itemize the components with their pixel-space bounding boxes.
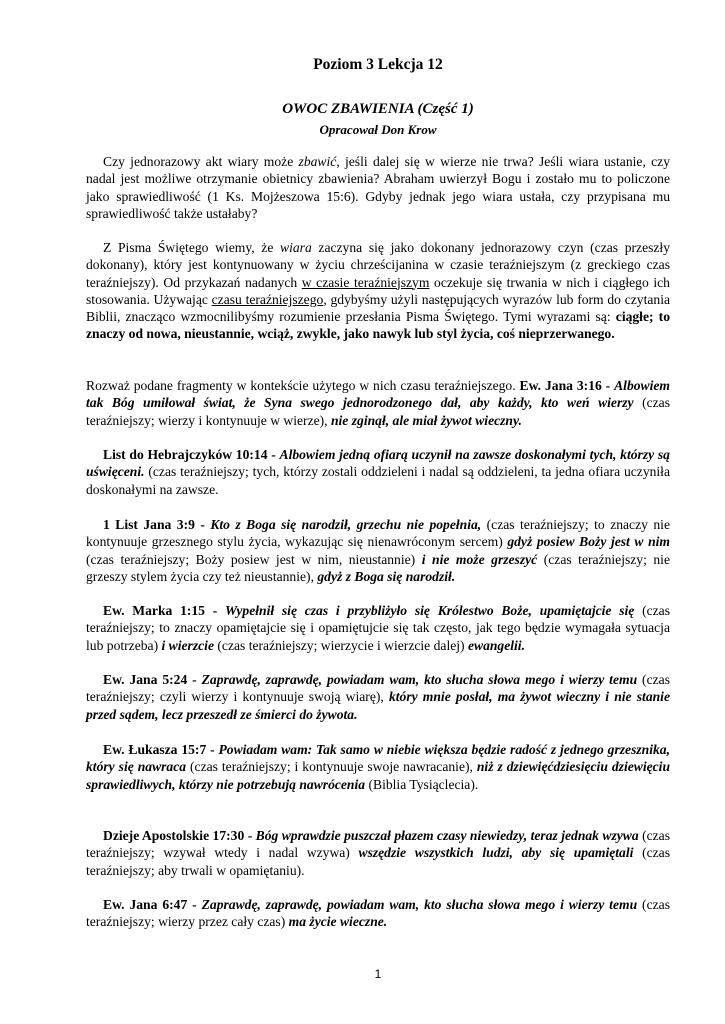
- text: (czas teraźniejszy; aby trwali w opamiętaniu).: [86, 845, 670, 878]
- verse-reference: Ew. Jana 6:47 -: [103, 897, 202, 912]
- page-number: 1: [374, 967, 382, 981]
- text: (czas teraźniejszy; wierzy i kontynuuje w wierze),: [86, 395, 670, 428]
- verse-quote: Bóg wprawdzie puszczał płazem czasy niewiedzy, teraz jednak wzywa: [255, 828, 639, 843]
- verse-reference: Ew. Łukasza 15:7 -: [103, 742, 219, 757]
- intro-paragraph: [86, 153, 670, 222]
- verse-quote: Kto z Boga się narodził, grzechu nie popełnia,: [210, 517, 482, 532]
- text: , jeśli dalej się w wierze nie trwa? Jeśli wiara ustanie, czy nadal jest możliwe otrzymanie obietnicy zbawienia? Abraham uwierzył Bogu i zostało mu to policzone jako sprawiedliwość (1 Ks. Mojżeszowa 15:6). Gdyby jednak jego wiara ustała, czy przypisana mu sprawiedliwość także ustałaby?: [86, 154, 670, 221]
- underlined-text: w czasie teraźniejszym: [301, 274, 430, 290]
- mark-1-15-paragraph: [86, 602, 670, 654]
- text: Czy jednorazowy akt wiary może: [103, 154, 299, 169]
- lesson-title: Poziom 3 Lekcja 12: [313, 56, 443, 73]
- text: oczekuje się trwania w nich i ciągłego ich stosowania. Używając: [86, 274, 670, 307]
- text: (czas teraźniejszy; tych, którzy zostali oddzieleni i nadal są oddzieleni, ta jedna ofiara uczyniła doskonałymi na zawsze.: [86, 464, 670, 497]
- text: (czas teraźniejszy; to znaczy opamiętajcie się i opamiętujcie się tak często, jak tego będzie wymagała sytuacja lub potrzeba): [86, 603, 670, 653]
- emphasis-text: wiara: [280, 240, 312, 255]
- john-3-16-paragraph: [86, 377, 670, 429]
- text: (Biblia Tysiąclecia).: [365, 776, 479, 792]
- verse-quote: nie zginął, ale miał żywot wieczny.: [330, 412, 522, 428]
- verse-quote: i wierzcie: [161, 637, 214, 653]
- text: (czas teraźniejszy; Boży posiew jest w nim, nieustannie): [86, 551, 422, 567]
- text: Z Pisma Świętego wiemy, że: [103, 240, 281, 255]
- verse-quote: Albowiem jedną ofiarą uczynił na zawsze doskonałymi tych, którzy są uświęceni.: [86, 447, 670, 480]
- verse-reference: Dzieje Apostolskie 17:30 -: [103, 828, 256, 843]
- text: (czas teraźniejszy; wierzycie i wierzcie dalej): [213, 637, 468, 653]
- verse-quote: gdyż posiew Boży jest w nim: [507, 534, 670, 550]
- bold-text: ciągłe; to znaczy od nowa, nieustannie, wciąż, zwykle, jako nawyk lub styl życia, coś nieprzerwanego.: [86, 309, 671, 342]
- verse-quote: wszędzie wszystkich ludzi, aby się upamiętali: [358, 845, 634, 861]
- text: (czas teraźniejszy; czyli wierzy i kontynuuje swoją wiarę),: [86, 672, 670, 705]
- acts-17-30-paragraph: [86, 827, 670, 879]
- verse-reference: Ew. Jana 5:24 -: [103, 672, 202, 687]
- verse-reference: 1 List Jana 3:9 -: [103, 517, 211, 532]
- verse-quote: niż z dziewięćdziesięciu dziewięciu sprawiedliwych, którzy nie potrzebują nawrócenia: [86, 759, 671, 792]
- 1-john-3-9-paragraph: [86, 516, 670, 585]
- verse-quote: Powiadam wam: Tak samo w niebie większa będzie radość z jednego grzesznika, który się nawraca: [86, 742, 670, 775]
- hebrews-10-14-paragraph: [86, 446, 670, 498]
- verse-quote: gdyż z Boga się narodził.: [317, 568, 456, 584]
- verse-quote: ma życie wieczne.: [288, 914, 388, 930]
- verse-reference: Ew. Jana 3:16 -: [519, 378, 615, 393]
- verse-quote: ewangelii.: [467, 637, 525, 653]
- john-6-47-paragraph: [86, 896, 670, 931]
- text: (czas teraźniejszy; wierzy przez cały czas): [86, 897, 670, 930]
- text: (czas teraźniejszy; to znaczy nie kontynuuje grzesznego stylu życia, wykazując się nienawróconym sercem): [86, 517, 670, 550]
- verse-quote: Zaprawdę, zaprawdę, powiadam wam, kto słucha słowa mego i wierzy temu: [201, 897, 638, 912]
- verse-quote: który mnie posłał, ma żywot wieczny i nie stanie przed sądem, lecz przeszedł ze śmierci do żywota.: [86, 689, 670, 722]
- text: (czas teraźniejszy; wzywał wtedy i nadal wzywa): [86, 828, 671, 861]
- text: Rozważ podane fragmenty w kontekście użytego w nich czasu teraźniejszego.: [86, 378, 520, 393]
- text: zaczyna się jako dokonany jednorazowy czyn (czas przeszły dokonany), który jest kontynuowany w życiu chrześcijanina w czasie teraźniejszym (z greckiego czas teraźniejszy). Od przykazań nadanych: [86, 240, 671, 290]
- underlined-text: czasu teraźniejszego: [211, 291, 324, 307]
- emphasis-text: zbawić: [298, 154, 337, 169]
- text: (czas teraźniejszy; nie grzeszy stylem życia czy też nieustannie),: [86, 551, 670, 584]
- verse-reference: List do Hebrajczyków 10:14 -: [103, 447, 280, 462]
- verse-quote: Zaprawdę, zaprawdę, powiadam wam, kto słucha słowa mego i wierzy temu: [201, 672, 638, 687]
- text: (czas teraźniejszy; i kontynuuje swoje nawracanie),: [186, 759, 477, 775]
- lesson-subtitle: OWOC ZBAWIENIA (Część 1): [282, 101, 474, 117]
- luke-15-7-paragraph: [86, 741, 670, 793]
- verse-quote: Wypełnił się czas i przybliżyło się Królestwo Boże, upamiętajcie się: [225, 603, 635, 618]
- text: , gdybyśmy użyli następujących wyrazów lub form do czytania Biblii, znacząco wzmocnilibyśmy rozumienie przesłania Pisma Świętego. Tymi wyrazami są:: [86, 291, 671, 325]
- faith-paragraph: [86, 239, 670, 343]
- verse-quote: i nie może grzeszyć: [421, 551, 538, 567]
- author-line: Opracował Don Krow: [319, 122, 437, 137]
- john-5-24-paragraph: [86, 671, 670, 723]
- verse-reference: Ew. Marka 1:15 -: [103, 603, 226, 618]
- verse-quote: Albowiem tak Bóg umiłował świat, że Syna swego jednorodzonego dał, aby każdy, kto weń wierzy: [86, 378, 670, 411]
